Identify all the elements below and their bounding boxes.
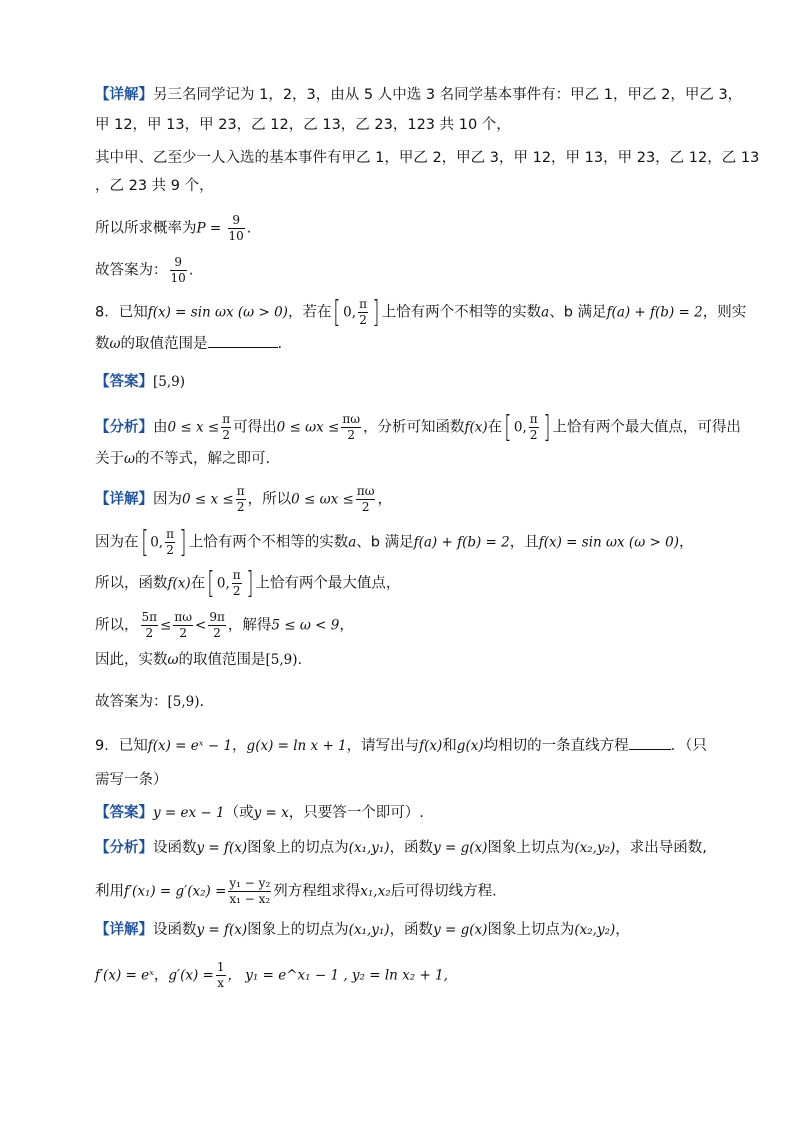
q8-detail-line-1: 【详解】因为0 ≤ x ≤ $\frac{\pi}{2}$ ，所以0 ≤ ωx ≤ $\frac{\pi\omega}{2}$ ， [95, 484, 392, 514]
q7-detail-line-1 [95, 85, 742, 105]
q7-detail-line-2 [95, 115, 511, 135]
q7-probability-line: 所以所求概率为P = $\frac{9}{10}$ . [95, 213, 252, 243]
q7-answer-fraction: $\frac{9}{10}$ [170, 255, 186, 285]
q8-function: f(x) = sin ωx (ω > 0) [147, 304, 288, 321]
probability-fraction: $\frac{9}{10}$ [228, 213, 244, 243]
q9-derivative-fraction: $\frac{1}{x}$ [216, 960, 225, 990]
q9-detail-line-1: 【详解】设函数y = f(x)图象上的切点为(x₁,y₁)，函数y = g(x)图象上切点为(x₂,y₂)， [95, 922, 630, 938]
analysis-tag: 【分析】 [95, 419, 153, 436]
q8-analysis-line-1: 【分析】由0 ≤ x ≤ $\frac{\pi}{2}$ 可得出0 ≤ ωx ≤ $\frac{\pi\omega}{2}$ ，分析可知函数f(x)在[ 0, $\frac{\pi}{2}$ ] 上恰有两个最大值点，可得出 [95, 409, 741, 445]
q9-analysis-line-1: 【分析】设函数y = f(x)图象上的切点为(x₁,y₁)，函数y = g(x)图象上切点为(x₂,y₂)，求出导函数, [95, 840, 707, 856]
q8-stem-line-2: 数ω的取值范围是 . [95, 333, 282, 354]
q9-detail-line-2: f′(x) = eˣ，g′(x) = $\frac{1}{x}$ ， y₁ = e^x₁ − 1 , y₂ = ln x₂ + 1, [95, 960, 448, 990]
q7-detail-line-4 [95, 176, 214, 196]
q8-condition: f(a) + f(b) = 2 [606, 304, 703, 321]
q9-slope-fraction: $\frac{\text{y₁ − y₂}}{\text{x₁ − x₂}}$ [229, 876, 271, 906]
q9-answer-blank [629, 735, 671, 750]
q7-detail-text-4: ，乙 23 共 9 个， [95, 178, 214, 194]
q8-detail-line-5: 因此，实数ω的取值范围是[5,9). [95, 652, 303, 668]
q7-detail-line-3 [95, 148, 759, 168]
q8-answer-line [95, 372, 185, 392]
q8-detail-line-4: 所以， $\frac{5\pi}{2}$ ≤ $\frac{\pi\omega}{2}$ < $\frac{9\pi}{2}$ ，解得5 ≤ ω < 9， [95, 610, 354, 640]
q8-answer-value: [5,9) [153, 374, 186, 390]
q8-detail-line-3: 所以，函数f(x)在[ 0, $\frac{\pi}{2}$ ] 上恰有两个最大值点， [95, 565, 401, 601]
answer-tag: 【答案】 [95, 374, 153, 390]
q8-analysis-line-2: 关于ω的不等式，解之即可. [95, 451, 271, 467]
probability-var: P [196, 220, 206, 237]
q7-answer-text: 故答案为： [95, 262, 168, 279]
q9-answer-line: 【答案】y = ex − 1（或y = x，只要答一个即可）. [95, 805, 424, 821]
q7-probability-text: 所以所求概率为 [95, 220, 197, 237]
q7-answer-line: 故答案为： $\frac{9}{10}$ . [95, 255, 194, 285]
q8-number: 8．已知 [95, 304, 148, 321]
detail-tag: 【详解】 [95, 87, 153, 103]
q9-stem-line-2: 需写一条） [95, 772, 168, 788]
answer-blank [208, 333, 278, 348]
q7-detail-text-1: 另三名同学记为 1，2，3，由从 5 人中选 3 名同学基本事件有：甲乙 1，甲乙 2，甲乙 3， [153, 87, 743, 103]
q9-number: 9．已知 [95, 738, 148, 754]
q9-stem-line-1: 9．已知f(x) = eˣ − 1，g(x) = ln x + 1，请写出与f(x)和g(x)均相切的一条直线方程 ．（只 [95, 735, 707, 756]
q8-detail-line-6: 故答案为：[5,9). [95, 694, 205, 710]
q7-detail-text-2: 甲 12，甲 13，甲 23，乙 12，乙 13，乙 23，123 共 10 个， [95, 117, 511, 133]
q9-analysis-line-2: 利用f′(x₁) = g′(x₂) = $\frac{\text{y₁ − y₂}}{\text{x₁ − x₂}}$ 列方程组求得x₁,x₂后可得切线方程. [95, 876, 497, 906]
q8-stem-line-1: 8．已知f(x) = sin ωx (ω > 0)，若在[ 0, $\frac{\pi}{2}$ ] 上恰有两个不相等的实数a、b 满足f(a) + f(b) = 2，则实 [95, 294, 747, 330]
q8-detail-line-2: 因为在[ 0, $\frac{\pi}{2}$ ] 上恰有两个不相等的实数a、b 满足f(a) + f(b) = 2，且f(x) = sin ωx (ω > 0)， [95, 524, 694, 560]
q7-detail-text-3: 其中甲、乙至少一人入选的基本事件有甲乙 1，甲乙 2，甲乙 3，甲 12，甲 13，甲 23，乙 12，乙 13 [95, 150, 760, 166]
q8-interval-fraction: $\frac{\pi}{2}$ [359, 297, 367, 327]
